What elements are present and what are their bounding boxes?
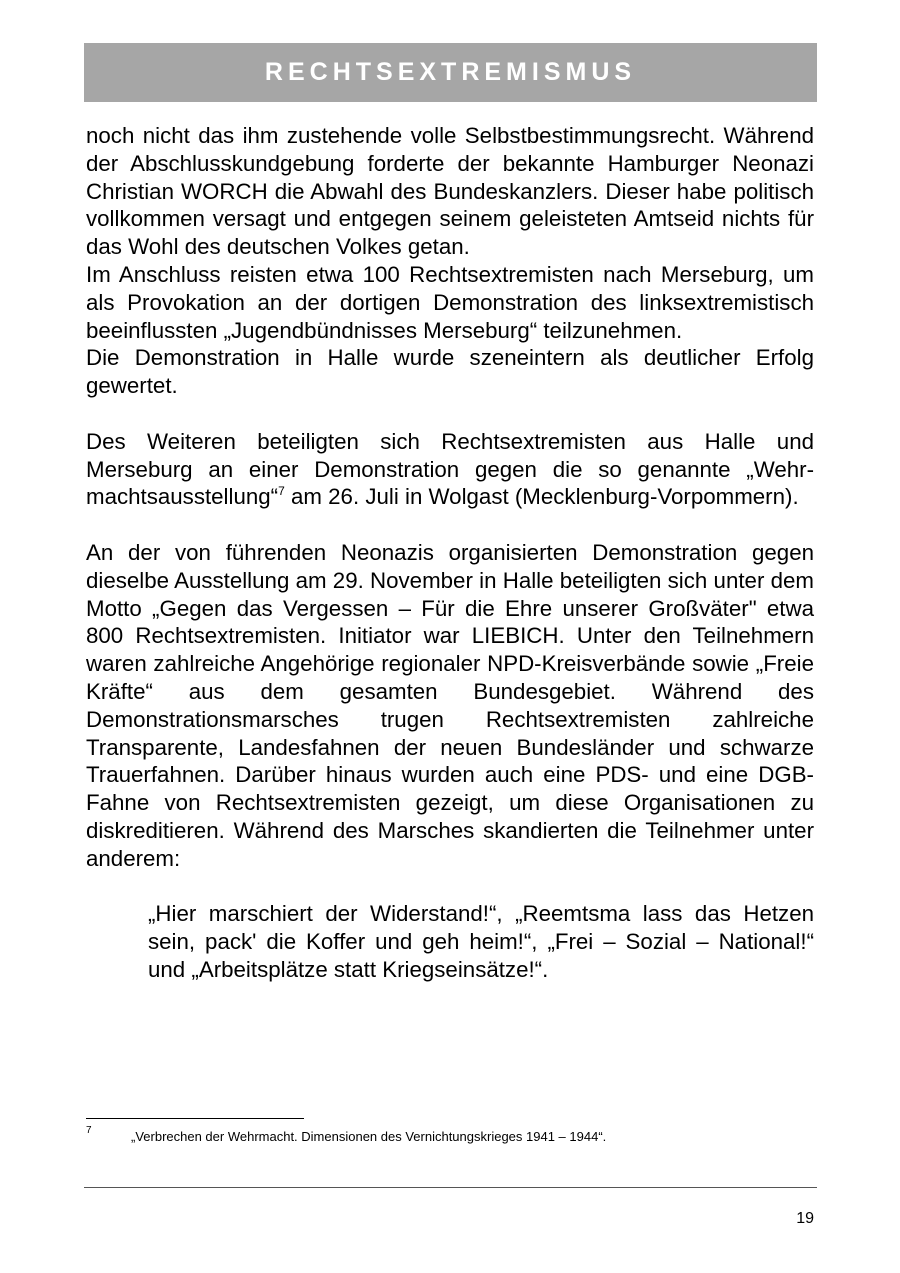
paragraph-1: noch nicht das ihm zustehende volle Selbstbestimmungsrecht. Während der Abschlusskundgebung forderte der bekannte Hamburger Neonazi Christian WORCH die Abwahl des Bundeskanzlers. Dieser habe politisch vollkommen versagt und entgegen seinem geleisteten Amtseid nichts für das Wohl des deutschen Volkes getan. bbox=[86, 123, 814, 260]
paragraph-spacer bbox=[86, 400, 814, 428]
paragraph-4-text-end: am 26. Juli in Wolgast (Mecklenburg-Vorpommern). bbox=[284, 484, 799, 510]
paragraph-3: Die Demonstration in Halle wurde szeneintern als deutlicher Erfolg gewertet. bbox=[86, 345, 814, 399]
block-quote: „Hier marschiert der Widerstand!“, „Reemtsma lass das Hetzen sein, pack' die Koffer und geh heim!“, „Frei – Sozial – National!“ und „Arbeitsplätze statt Kriegseinsätze!“. bbox=[148, 901, 814, 982]
footer-separator bbox=[84, 1187, 817, 1188]
paragraph-2: Im Anschluss reisten etwa 100 Rechtsextremisten nach Merseburg, um als Provokation an der dortigen Demonstration des linksextremistisch beeinflussten „Jugendbündnisses Merseburg“ teilzunehmen. bbox=[86, 261, 814, 343]
page-number: 19 bbox=[796, 1210, 814, 1227]
paragraph-4-text-start: Des Weiteren beteiligten sich Rechtsextremisten aus Halle und Merseburg an einer Demonstration gegen die so genannte „Wehrmachtsausstellung“ bbox=[86, 428, 814, 510]
footnote-text: „Verbrechen der Wehrmacht. Dimensionen des Vernichtungskrieges 1941 – 1944“. bbox=[131, 1129, 607, 1144]
section-header-bar bbox=[84, 43, 817, 102]
footnote-reference[interactable]: 7 bbox=[278, 484, 285, 499]
page-body bbox=[86, 122, 814, 984]
footnote-separator bbox=[86, 1118, 304, 1119]
paragraph-spacer bbox=[86, 511, 814, 539]
paragraph-spacer bbox=[86, 873, 814, 901]
paragraph-5: An der von führenden Neonazis organisierten Demonstration gegen dieselbe Ausstellung am 29. November in Halle beteiligten sich unter dem Motto „Gegen das Vergessen – Für die Ehre unserer Großväter" etwa 800 Rechtsextremisten. Initiator war LIEBICH. Unter den Teilnehmern waren zahlreiche Angehörige regionaler NPD-Kreisverbände sowie „Freie Kräfte“ aus dem gesamten Bundesgebiet. Während des Demonstrationsmarsches trugen Rechtsextremisten zahlreiche Transparente, Landesfahnen der neuen Bundesländer und schwarze Trauerfahnen. Darüber hinaus wurden auch eine PDS- und eine DGB-Fahne von Rechtsextremisten gezeigt, um diese Organisationen zu diskreditieren. Während des Marsches skandierten die Teilnehmer unter anderem: bbox=[86, 539, 814, 871]
section-title: RECHTSEXTREMISMUS bbox=[264, 58, 637, 86]
footnote-number: 7 bbox=[86, 1125, 92, 1136]
paragraph-4 bbox=[86, 428, 814, 511]
